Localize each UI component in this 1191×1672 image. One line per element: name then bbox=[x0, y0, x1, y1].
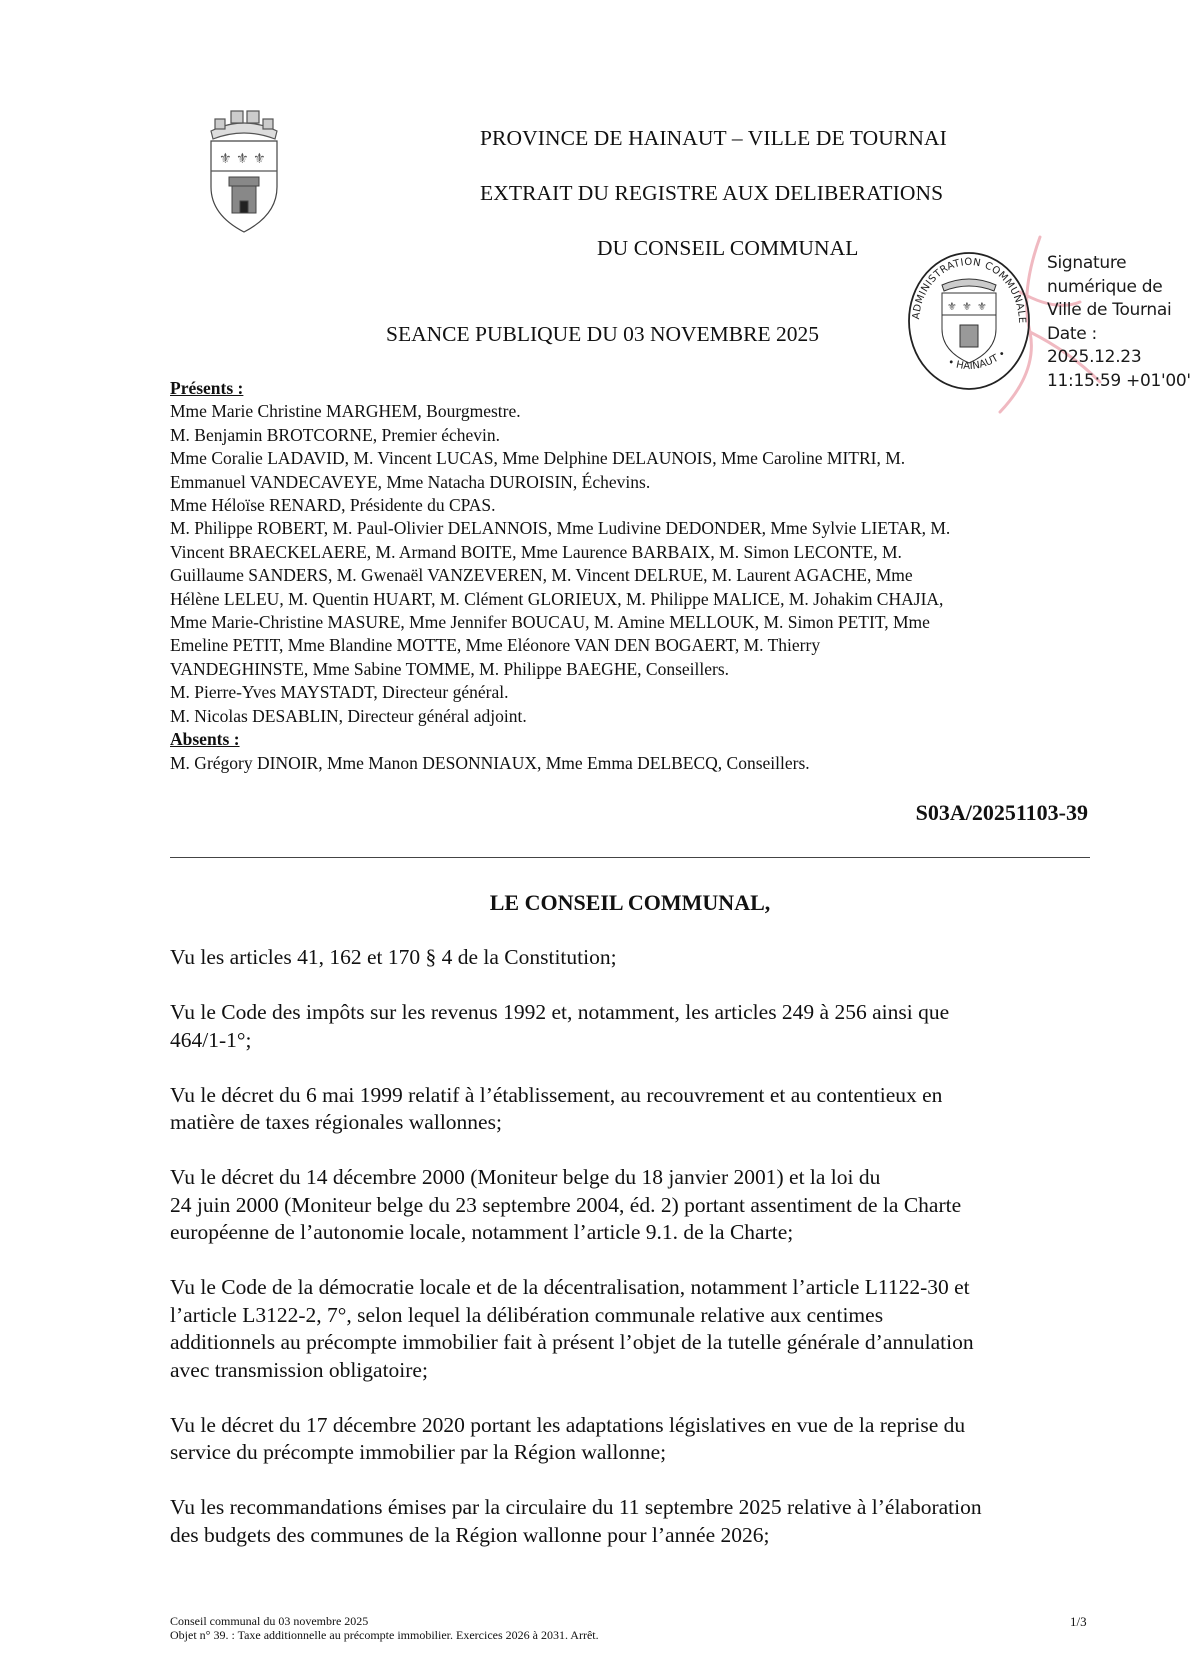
paragraph-line: Vu le Code de la démocratie locale et de la décentralisation, notamment l’article L1122-30 et bbox=[170, 1275, 970, 1299]
paragraph bbox=[170, 1164, 1110, 1247]
header-council: DU CONSEIL COMMUNAL bbox=[597, 236, 859, 260]
attendance-block bbox=[170, 377, 1100, 775]
svg-text:⚜: ⚜ bbox=[962, 300, 972, 313]
svg-text:⚜: ⚜ bbox=[236, 151, 249, 167]
paragraph-line: Vu le Code des impôts sur les revenus 1992 et, notamment, les articles 249 à 256 ainsi que bbox=[170, 1000, 950, 1024]
city-crest-logo bbox=[205, 97, 283, 237]
paragraph-line: Vu le décret du 17 décembre 2020 portant les adaptations législatives en vue de la reprise du bbox=[170, 1412, 966, 1437]
paragraph-line: Vu le décret du 6 mai 1999 relatif à l’établissement, au recouvrement et au contentieux en bbox=[170, 1082, 943, 1107]
paragraph-line: des budgets des communes de la Région wallonne pour l’année 2026; bbox=[170, 1522, 770, 1547]
absent-heading: Absents : bbox=[170, 729, 240, 750]
present-line: Mme Marie-Christine MASURE, Mme Jennifer BOUCAU, M. Amine MELLOUK, M. Simon PETIT, Mme bbox=[170, 612, 930, 633]
svg-text:⚜: ⚜ bbox=[977, 300, 987, 313]
paragraph bbox=[170, 1412, 1110, 1467]
page-number: 1/3 bbox=[1070, 1614, 1087, 1629]
paragraph bbox=[170, 999, 1110, 1054]
present-line: M. Benjamin BROTCORNE, Premier échevin. bbox=[170, 424, 501, 445]
svg-text:ADMINISTRATION COMMUNALE DE TO: ADMINISTRATION COMMUNALE bbox=[911, 256, 1028, 324]
council-title: LE CONSEIL COMMUNAL, bbox=[489, 890, 771, 915]
divider bbox=[170, 857, 1090, 858]
paragraph-line: Vu les articles 41, 162 et 170 § 4 de la Constitution; bbox=[170, 945, 617, 969]
signature-line: Ville de Tournai bbox=[1047, 300, 1172, 320]
present-line: Mme Coralie LADAVID, M. Vincent LUCAS, Mme Delphine DELAUNOIS, Mme Caroline MITRI, M. bbox=[170, 448, 906, 469]
paragraph bbox=[170, 944, 1110, 972]
paragraph-line: 24 juin 2000 (Moniteur belge du 23 septembre 2004, éd. 2) portant assentiment de la Charte bbox=[170, 1192, 962, 1217]
present-line: Mme Marie Christine MARGHEM, Bourgmestre. bbox=[170, 401, 521, 422]
paragraph-line: 464/1-1°; bbox=[170, 1027, 252, 1052]
digital-signature-text bbox=[1047, 252, 1191, 393]
absent-line: M. Grégory DINOIR, Mme Manon DESONNIAUX, Mme Emma DELBECQ, Conseillers. bbox=[170, 752, 810, 773]
present-line: Emeline PETIT, Mme Blandine MOTTE, Mme Eléonore VAN DEN BOGAERT, M. Thierry bbox=[170, 635, 821, 656]
footer-subject: Objet n° 39. : Taxe additionnelle au précompte immobilier. Exercices 2026 à 2031. Arrêt. bbox=[170, 1628, 599, 1642]
paragraph-line: Vu les recommandations émises par la circulaire du 11 septembre 2025 relative à l’élaboration bbox=[170, 1495, 982, 1519]
signature-time: 11:15:59 +01'00' bbox=[1047, 370, 1191, 391]
svg-text:• HAINAUT •: • HAINAUT • bbox=[946, 348, 1009, 373]
present-line: Guillaume SANDERS, M. Gwenaël VANZEVEREN, M. Vincent DELRUE, M. Laurent AGACHE, Mme bbox=[170, 565, 913, 586]
paragraph-line: avec transmission obligatoire; bbox=[170, 1357, 428, 1382]
present-heading: Présents : bbox=[170, 378, 244, 398]
present-line: M. Pierre-Yves MAYSTADT, Directeur général. bbox=[170, 682, 509, 703]
paragraph bbox=[170, 1494, 1110, 1549]
header-province: PROVINCE DE HAINAUT – VILLE DE TOURNAI bbox=[480, 126, 947, 150]
present-line: Hélène LELEU, M. Quentin HUART, M. Clément GLORIEUX, M. Philippe MALICE, M. Johakim CHAJIA, bbox=[170, 588, 944, 609]
svg-text:⚜: ⚜ bbox=[219, 151, 232, 167]
document-body bbox=[170, 944, 1110, 1577]
paragraph-line: additionnels au précompte immobilier fait à présent l’objet de la tutelle générale d’annulation bbox=[170, 1330, 974, 1354]
footer-meeting: Conseil communal du 03 novembre 2025 bbox=[170, 1614, 369, 1628]
signature-line: Date : bbox=[1047, 323, 1097, 344]
paragraph-line: matière de taxes régionales wallonnes; bbox=[170, 1110, 502, 1134]
present-line: Mme Héloïse RENARD, Présidente du CPAS. bbox=[170, 495, 496, 516]
signature-line: Signature bbox=[1047, 253, 1127, 273]
svg-text:⚜: ⚜ bbox=[947, 300, 957, 313]
present-line: Emmanuel VANDECAVEYE, Mme Natacha DUROISIN, Échevins. bbox=[170, 471, 651, 492]
page-footer bbox=[170, 1614, 599, 1642]
paragraph-line: européenne de l’autonomie locale, notamment l’article 9.1. de la Charte; bbox=[170, 1220, 794, 1244]
paragraph-line: l’article L3122-2, 7°, selon lequel la délibération communale relative aux centimes bbox=[170, 1302, 884, 1327]
signature-line: numérique de bbox=[1047, 276, 1163, 297]
paragraph-line: Vu le décret du 14 décembre 2000 (Moniteur belge du 18 janvier 2001) et la loi du bbox=[170, 1165, 881, 1189]
signature-date: 2025.12.23 bbox=[1047, 347, 1142, 367]
header-registry: EXTRAIT DU REGISTRE AUX DELIBERATIONS bbox=[480, 181, 944, 205]
present-line: M. Nicolas DESABLIN, Directeur général adjoint. bbox=[170, 705, 527, 726]
deliberation-reference: S03A/20251103-39 bbox=[915, 800, 1088, 825]
present-line: Vincent BRAECKELAERE, M. Armand BOITE, Mme Laurence BARBAIX, M. Simon LECONTE, M. bbox=[170, 541, 902, 562]
present-line: VANDEGHINSTE, Mme Sabine TOMME, M. Philippe BAEGHE, Conseillers. bbox=[170, 658, 730, 679]
official-seal bbox=[904, 243, 1034, 393]
svg-text:⚜: ⚜ bbox=[253, 151, 266, 167]
paragraph bbox=[170, 1274, 1110, 1384]
paragraph-line: service du précompte immobilier par la Région wallonne; bbox=[170, 1440, 667, 1464]
paragraph bbox=[170, 1082, 1110, 1137]
present-line: M. Philippe ROBERT, M. Paul-Olivier DELANNOIS, Mme Ludivine DEDONDER, Mme Sylvie LIETAR, M. bbox=[170, 518, 951, 539]
session-title: SEANCE PUBLIQUE DU 03 NOVEMBRE 2025 bbox=[386, 322, 819, 346]
